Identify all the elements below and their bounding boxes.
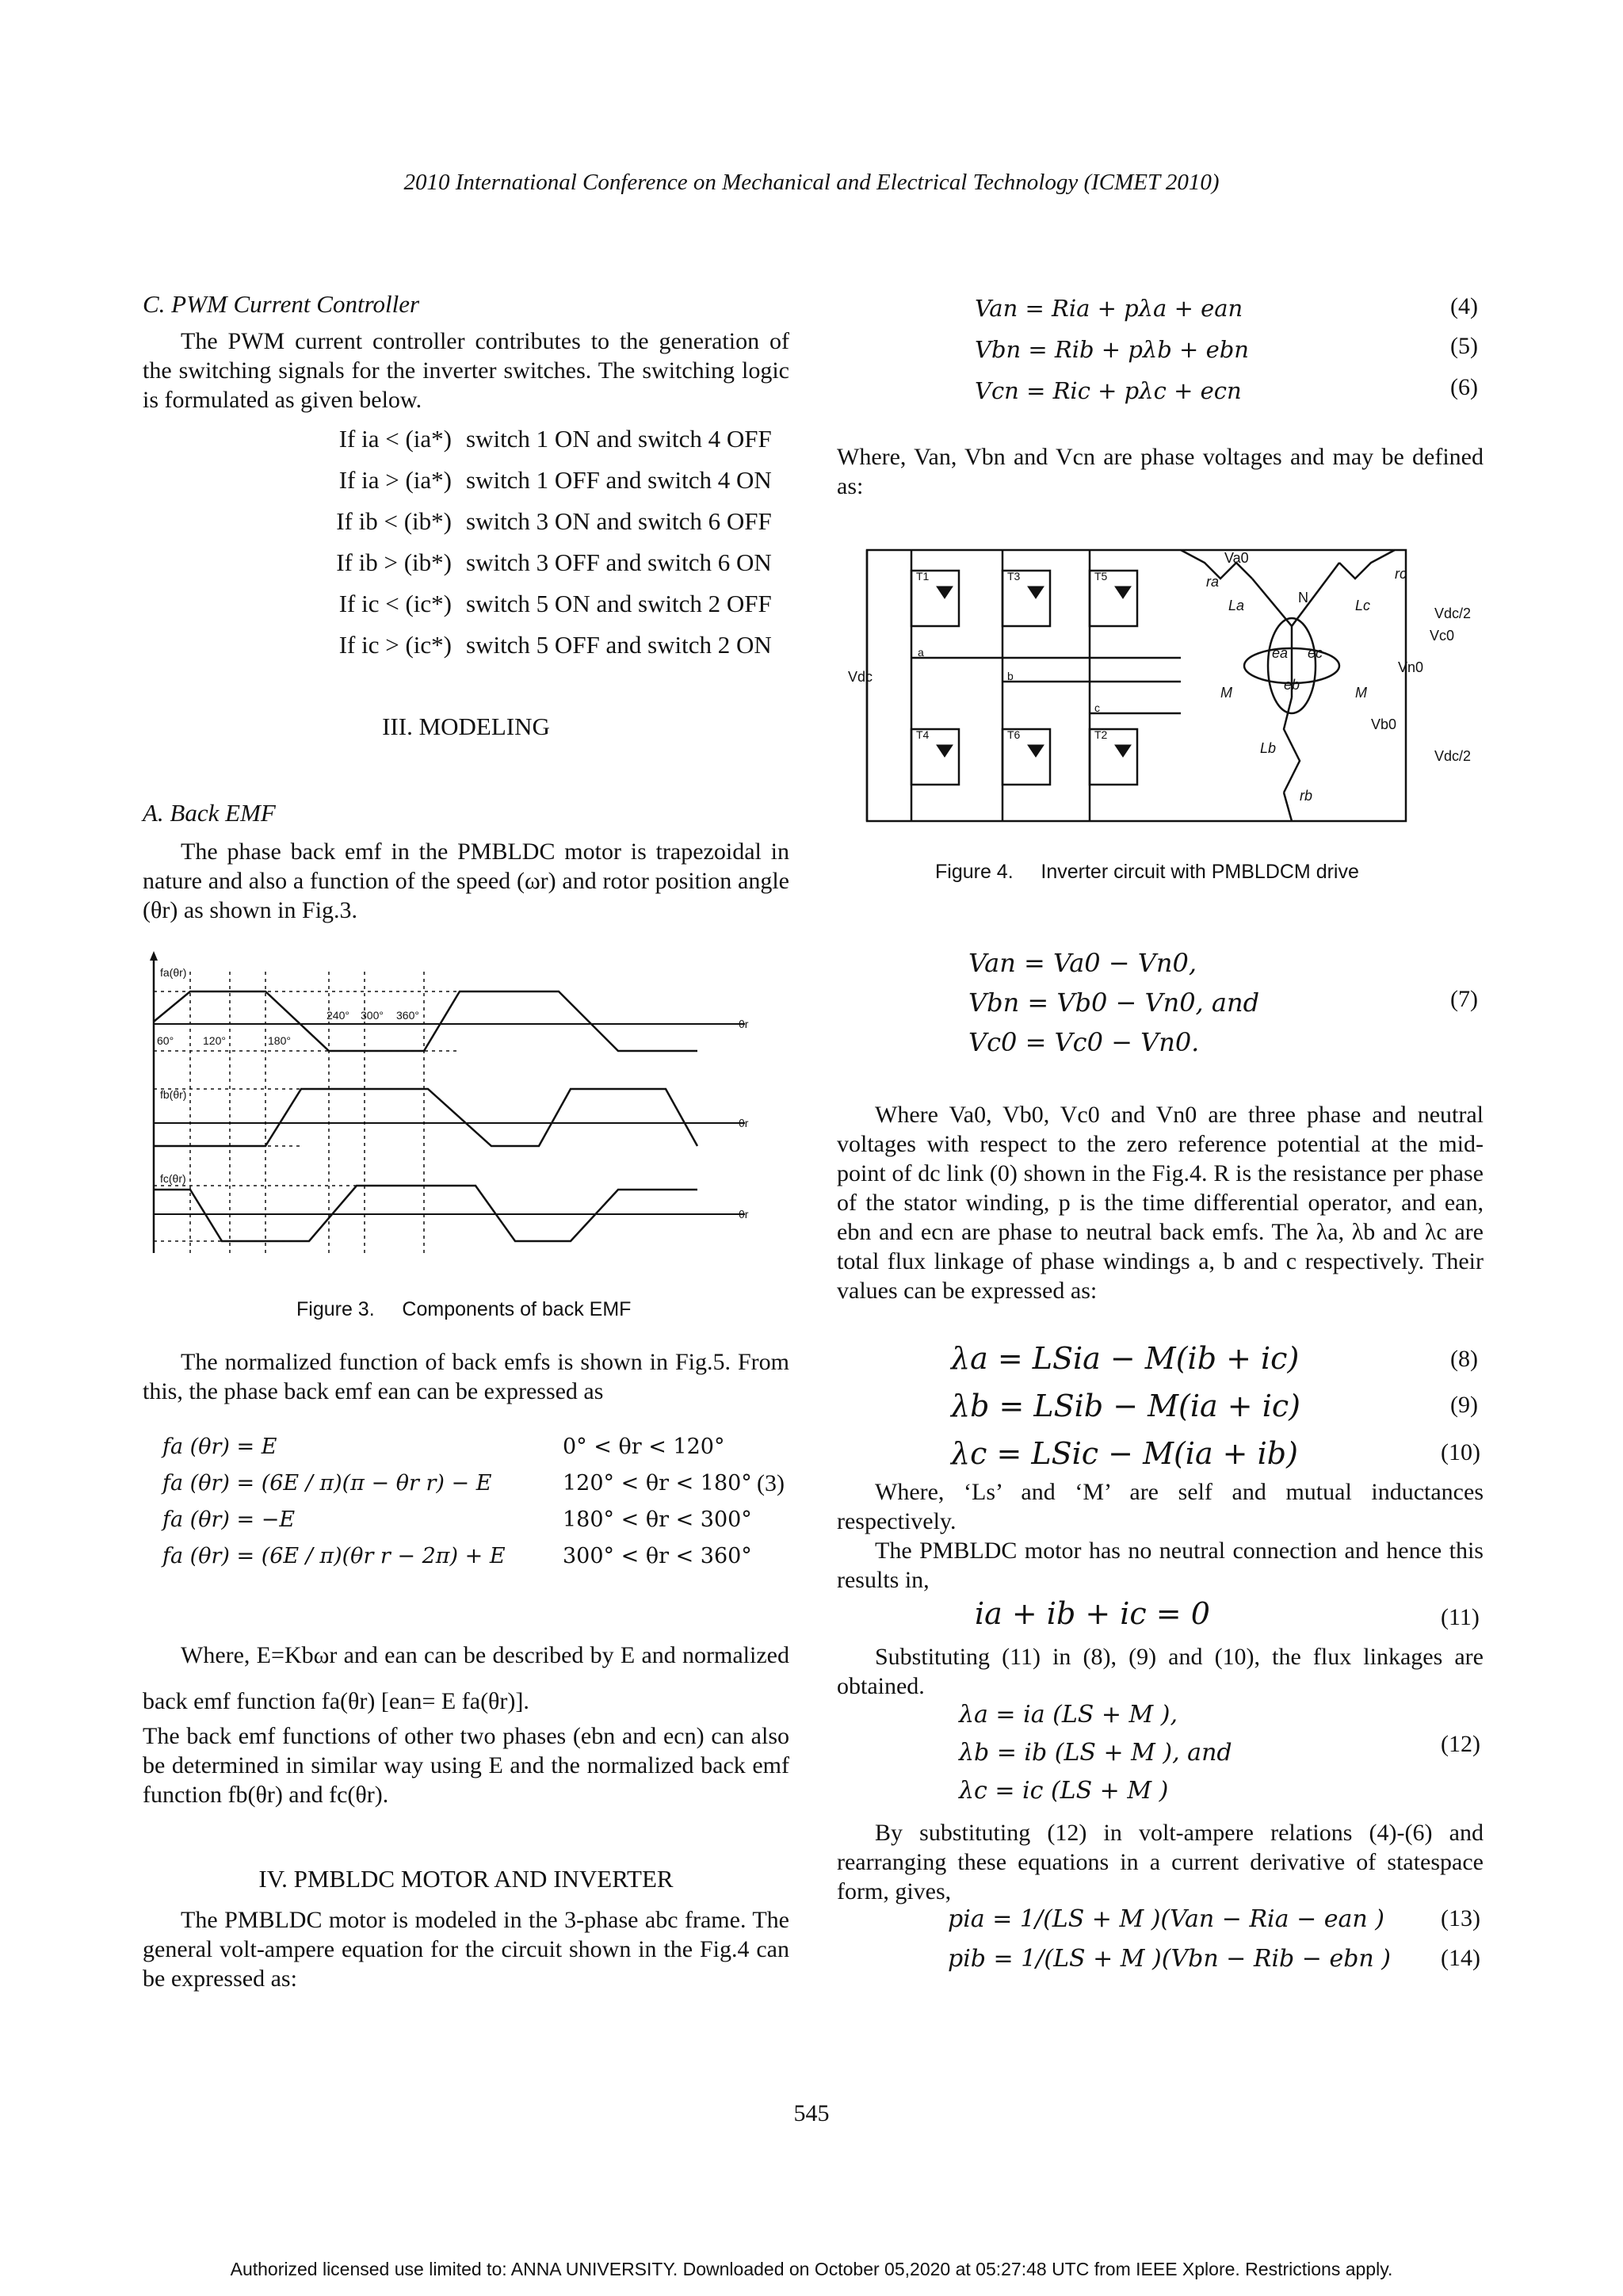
equation-7	[968, 948, 1444, 1067]
equation-12	[959, 1701, 1434, 1815]
svg-text:M: M	[1220, 685, 1232, 701]
other-phases-paragraph: The back emf functions of other two phases (ebn and ecn) can also be determined in similar way using E and the normalized back emf function fb(θr) and fc(θr).	[143, 1723, 789, 1808]
svg-text:rc: rc	[1395, 566, 1407, 582]
svg-text:Vdc/2: Vdc/2	[1434, 748, 1472, 764]
equation-4-number: (4)	[1450, 293, 1478, 319]
svg-text:T5: T5	[1094, 570, 1108, 583]
equation-13-number: (13)	[1441, 1905, 1480, 1931]
svg-text:θr: θr	[739, 1208, 749, 1221]
equation-8: λa = LSia − M(ib + ic)	[951, 1341, 1300, 1376]
equation-13: pia = 1/(LS + M )(Van − Ria − ean )	[948, 1905, 1384, 1933]
equation-11-number: (11)	[1441, 1604, 1480, 1630]
where-e-paragraph: Where, E=Kbωr and ean can be described by E and normalized back emf function fa(θr) [ean= E fa(θr)].	[143, 1642, 789, 1714]
svg-text:ra: ra	[1206, 574, 1220, 590]
substituting-paragraph: Substituting (11) in (8), (9) and (10), the flux linkages are obtained.	[837, 1644, 1484, 1699]
section-iii-heading: III. MODELING	[382, 712, 550, 740]
svg-text:Lb: Lb	[1260, 740, 1277, 756]
svg-text:Vc0: Vc0	[1430, 628, 1455, 644]
page-number: 545	[793, 2100, 830, 2126]
svg-text:M: M	[1355, 685, 1367, 701]
svg-text:Vdc: Vdc	[848, 669, 873, 685]
figure-3-back-emf	[143, 948, 761, 1265]
equation-12-line: λc = ic (LS + M )	[959, 1777, 1169, 1805]
where-phase-voltages-paragraph: Where, Van, Vbn and Vcn are phase voltages and may be defined as:	[837, 444, 1484, 499]
equation-3-row: fa (θr) = −E 180° < θr < 300°	[162, 1507, 752, 1532]
svg-text:θr: θr	[739, 1117, 749, 1129]
svg-text:rb: rb	[1300, 788, 1313, 804]
normalized-function-paragraph: The normalized function of back emfs is shown in Fig.5. From this, the phase back emf ean can be expressed as	[143, 1349, 789, 1404]
switching-rule: If ia > (ia*) switch 1 OFF and switch 4 ON	[338, 466, 772, 494]
svg-text:Lc: Lc	[1355, 598, 1371, 613]
equation-10-number: (10)	[1441, 1439, 1480, 1465]
svg-text:T4: T4	[916, 728, 930, 741]
switching-rule: If ib > (ib*) switch 3 OFF and switch 6 ON	[336, 548, 772, 576]
equation-3-number: (3)	[757, 1470, 785, 1496]
svg-text:La: La	[1228, 598, 1245, 613]
switching-rule: If ic > (ic*) switch 5 OFF and switch 2 ON	[338, 631, 772, 659]
svg-text:T6: T6	[1007, 728, 1021, 741]
svg-text:θr: θr	[739, 1018, 749, 1030]
svg-text:300°: 300°	[361, 1009, 384, 1022]
equations-4-6	[975, 295, 1482, 418]
svg-text:Vn0: Vn0	[1398, 659, 1424, 675]
svg-text:360°: 360°	[396, 1009, 419, 1022]
equation-4: Van = Ria + pλa + ean	[975, 295, 1243, 322]
svg-text:b: b	[1007, 670, 1014, 682]
svg-text:ec: ec	[1308, 645, 1323, 661]
svg-text:T1: T1	[916, 570, 930, 583]
equation-6: Vcn = Ric + pλc + ecn	[975, 377, 1242, 404]
svg-text:N: N	[1298, 590, 1308, 606]
svg-text:c: c	[1094, 701, 1100, 714]
section-iv-paragraph: The PMBLDC motor is modeled in the 3-phase abc frame. The general volt-ampere equation for the circuit shown in the Fig.4 can be expressed as:	[143, 1907, 789, 1992]
svg-text:60°: 60°	[157, 1034, 174, 1047]
section-iv-heading: IV. PMBLDC MOTOR AND INVERTER	[258, 1865, 674, 1893]
figure-4-caption: Figure 4. Inverter circuit with PMBLDCM drive	[935, 861, 1359, 883]
svg-text:Vdc/2: Vdc/2	[1434, 606, 1472, 621]
equation-3-row: fa (θr) = (6E / π)(π − θr r) − E 120° < θr < 180°	[162, 1471, 752, 1496]
equation-3-row: fa (θr) = (6E / π)(θr r − 2π) + E 300° < θr < 360°	[162, 1544, 752, 1568]
equations-13-14	[948, 1905, 1423, 1985]
equation-5-number: (5)	[1450, 333, 1478, 359]
svg-text:ea: ea	[1272, 645, 1289, 661]
equation-7-number: (7)	[1450, 986, 1478, 1012]
equation-9: λb = LSib − M(ia + ic)	[951, 1389, 1300, 1423]
equation-14-number: (14)	[1441, 1945, 1480, 1971]
equation-9-number: (9)	[1450, 1392, 1478, 1418]
svg-text:fb(θr): fb(θr)	[160, 1088, 187, 1101]
svg-text:Va0: Va0	[1224, 550, 1249, 566]
equation-6-number: (6)	[1450, 374, 1478, 400]
switching-rule: If ia < (ia*) switch 1 ON and switch 4 OFF	[338, 425, 772, 453]
svg-text:180°: 180°	[268, 1034, 291, 1047]
figure-3-caption: Figure 3. Components of back EMF	[296, 1298, 632, 1320]
equation-12-line: λb = ib (LS + M ), and	[959, 1739, 1232, 1767]
equation-12-line: λa = ia (LS + M ),	[959, 1701, 1178, 1729]
section-c-paragraph: The PWM current controller contributes to the generation of the switching signals for the inverter switches. The switching logic is formulated as given below.	[143, 328, 789, 413]
svg-text:Vb0: Vb0	[1371, 716, 1397, 732]
svg-text:120°: 120°	[203, 1034, 226, 1047]
equation-12-number: (12)	[1441, 1731, 1480, 1757]
equation-7-line: Vc0 = Vc0 − Vn0.	[968, 1027, 1200, 1057]
equation-14: pib = 1/(LS + M )(Vbn − Rib − ebn )	[948, 1945, 1391, 1973]
svg-text:eb: eb	[1284, 677, 1300, 693]
switching-rule: If ic < (ic*) switch 5 ON and switch 2 OFF	[338, 590, 772, 617]
svg-text:a: a	[918, 646, 924, 659]
equation-7-line: Vbn = Vb0 − Vn0, and	[968, 988, 1260, 1018]
switching-rule: If ib < (ib*) switch 3 ON and switch 6 OFF	[336, 507, 772, 535]
equation-3-row: fa (θr) = E 0° < θr < 120°	[162, 1435, 725, 1459]
section-a-paragraph: The phase back emf in the PMBLDC motor is trapezoidal in nature and also a function of the speed (ωr) and rotor position angle (θr) as shown in Fig.3.	[143, 839, 789, 923]
svg-text:fc(θr): fc(θr)	[160, 1172, 186, 1185]
equations-8-10	[951, 1341, 1426, 1484]
svg-text:T3: T3	[1007, 570, 1021, 583]
equation-5: Vbn = Rib + pλb + ebn	[975, 336, 1249, 363]
equation-3	[162, 1435, 796, 1580]
running-header: 2010 International Conference on Mechanical and Electrical Technology (ICMET 2010)	[403, 170, 1220, 195]
section-a-title: A. Back EMF	[143, 799, 276, 827]
svg-text:240°: 240°	[327, 1009, 349, 1022]
section-c-title: C. PWM Current Controller	[143, 290, 420, 318]
no-neutral-paragraph: The PMBLDC motor has no neutral connection and hence this results in,	[837, 1538, 1484, 1593]
where-neutral-voltages-paragraph: Where Va0, Vb0, Vc0 and Vn0 are three phase and neutral voltages with respect to the zero reference potential at the mid-point of dc link (0) shown in the Fig.4. R is the resistance per phase of the stator winding, p is the time differential operator, and ean, ebn and ecn are phase to neutral back emfs. The λa, λb and λc are total flux linkage of phase windings a, b and c respectively. Their values can be expressed as:	[837, 1102, 1484, 1304]
switching-rules	[317, 418, 792, 666]
current-derivative-paragraph: By substituting (12) in volt-ampere relations (4)-(6) and rearranging these equations in a current derivative of statespace form, gives,	[837, 1820, 1484, 1904]
equation-10: λc = LSic − M(ia + ib)	[951, 1436, 1298, 1471]
self-mutual-inductance-paragraph: Where, ‘Ls’ and ‘M’ are self and mutual inductances respectively.	[837, 1479, 1484, 1534]
svg-text:fa(θr): fa(θr)	[160, 966, 187, 979]
license-footer: Authorized licensed use limited to: ANNA UNIVERSITY. Downloaded on October 05,2020 at 05:27:48 UTC from IEEE Xplore. Restrictions apply.	[230, 2259, 1393, 2279]
svg-text:T2: T2	[1094, 728, 1108, 741]
equation-8-number: (8)	[1450, 1346, 1478, 1372]
equation-11: ia + ib + ic = 0	[975, 1596, 1210, 1631]
equation-7-line: Van = Va0 − Vn0,	[968, 948, 1197, 978]
figure-4-inverter-circuit	[848, 539, 1474, 840]
